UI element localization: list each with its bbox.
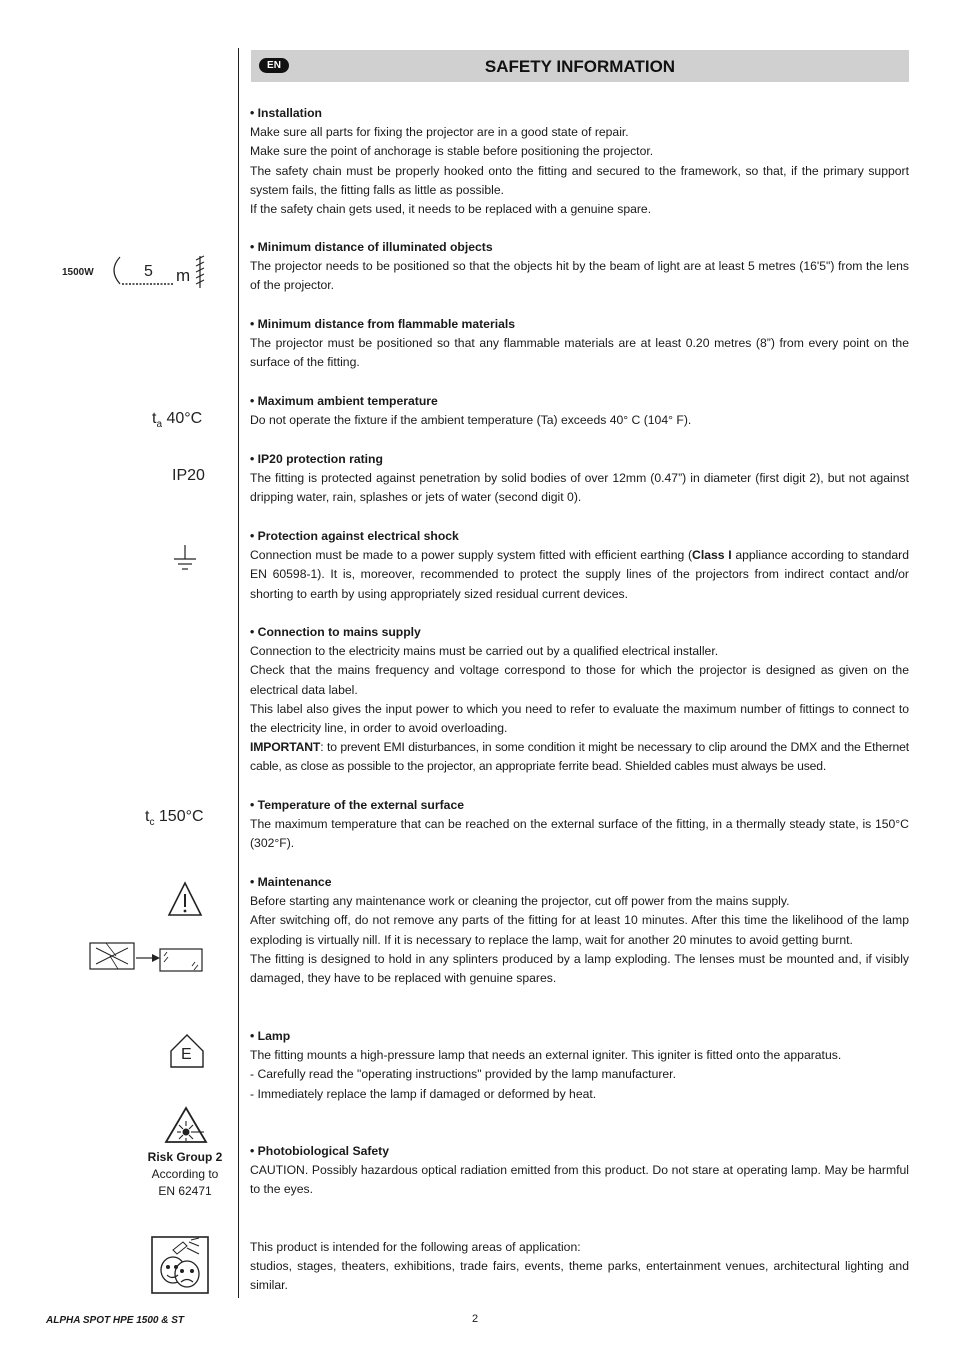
section-flammable-materials: • Minimum distance from flammable materials The projector must be positioned so that any flammable materials are at least 0.20 metres (8”) from every point on the surface of the fitting. <box>250 317 909 370</box>
warning-triangle-icon <box>167 881 203 917</box>
lamp-type-letter: E <box>181 1046 192 1063</box>
laser-radiation-icon <box>164 1106 208 1144</box>
lamp-power-label: 1500W <box>62 267 94 278</box>
section-external-surface: • Temperature of the external surface The maximum temperature that can be reached on the external surface of the fitting, in a thermally steady state, is 150°C (302°F). <box>250 798 909 851</box>
ambient-temp: $t_a$ 40°C <box>152 410 203 431</box>
broken-lens-replace-icon <box>88 940 204 976</box>
section-ambient-temperature: • Maximum ambient temperature Do not operate the fixture if the ambient temperature (Ta) exceeds 40° C (104° F). <box>250 394 692 428</box>
section-lamp: • Lamp The fitting mounts a high-pressure lamp that needs an external igniter. This igniter is fitted onto the apparatus. - Carefully read the "operating instructions" provided by the lamp manufacturer. - Immediately replace the lamp if damaged or deformed by heat. <box>250 1029 842 1101</box>
margin-divider <box>238 48 239 1298</box>
distance-unit: m <box>176 266 191 285</box>
language-badge: EN <box>259 58 289 73</box>
section-maintenance: • Maintenance Before starting any maintenance work or cleaning the projector, cut off power from the mains supply. After switching off, do not remove any parts of the fitting for at least 10 minutes. After this time the likelihood of the lamp exploding is virtually nill. If it is necessary to replace the lamp, wait for another 20 minutes to avoid getting burnt. The fitting is designed to hold in any splinters produced by a lamp exploding. The lenses must be mounted and, if visibly damaged, they have to be replaced with genuine spares. <box>250 875 909 986</box>
section-photobiological: • Photobiological Safety CAUTION. Possibly hazardous optical radiation emitted from this product. Do not stare at operating lamp. May be harmful to the eyes. <box>250 1144 909 1197</box>
section-installation: • Installation Make sure all parts for fixing the projector are in a good state of repair. Make sure the point of anchorage is stable before positioning the projector. The safety chain must be properly hooked onto the fitting and secured to the framework, so that, if the primary support system fails, the fitting falls as little as possible. If the safety chain gets used, it needs to be replaced with a genuine spare. <box>250 106 909 217</box>
surface-temp: $t_c$ 150°C <box>145 808 204 829</box>
page-number: 2 <box>472 1313 479 1325</box>
footer-model: ALPHA SPOT HPE 1500 & ST <box>46 1315 184 1326</box>
section-ip20: • IP20 protection rating The fitting is protected against penetration by solid bodies of over 12mm (0.47”) in diameter (first digit 2), but not against dripping water, rain, splashes or jets of water (second digit 0). <box>250 452 909 505</box>
ip-rating: IP20 <box>172 467 205 484</box>
section-mains-supply: • Connection to mains supply Connection to the electricity mains must be carried out by a qualified electrical installer. Check that the mains frequency and voltage correspond to those for which the projector is designed as given on the electrical data label. This label also gives the input power to which you need to refer to evaluate the maximum number of fittings to connect to the electricity line, in order to avoid overloading. IMPORTANT: to prevent EMI disturbances, in some condition it might be necessary to clip around the DMX and the Ethernet cable, as close as possible to the projector, an appropriate ferrite bead. Shielded cables must always be used. <box>250 625 909 774</box>
distance-icon <box>100 254 210 290</box>
entertainment-masks-icon <box>151 1236 209 1294</box>
distance-value: 5 <box>144 263 153 280</box>
section-application: This product is intended for the following areas of application: studios, stages, theaters, exhibitions, trade fairs, events, theme parks, entertainment venues, architectural lighting and similar. <box>250 1240 909 1293</box>
risk-group-label: Risk Group 2 According to EN 62471 <box>147 1150 223 1198</box>
section-illuminated-objects: • Minimum distance of illuminated objects The projector needs to be positioned so that the objects hit by the beam of light are at least 5 metres (16'5") from the lens of the projector. <box>250 240 909 293</box>
section-electrical-shock: • Protection against electrical shock Connection must be made to a power supply system fitted with efficient earthing (Class I appliance according to standard EN 60598-1). It is, moreover, recommended to protect the supply lines of the projectors from indirect contact and/or shorting to earth by using appropriately sized residual current devices. <box>250 529 909 601</box>
section-header <box>251 50 909 82</box>
page-title: SAFETY INFORMATION <box>484 57 676 76</box>
earth-ground-icon <box>172 545 198 573</box>
